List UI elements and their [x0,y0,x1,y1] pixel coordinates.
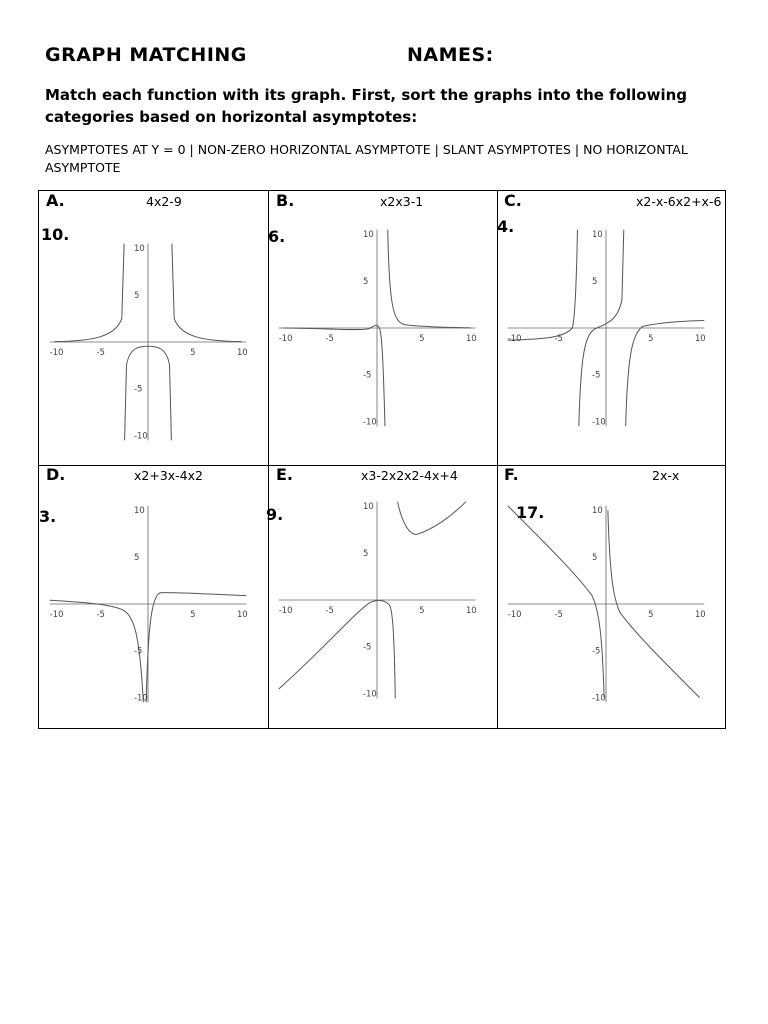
y-tick-label [363,229,374,239]
y-tick-label [592,416,606,426]
y-tick-label [134,692,148,702]
answer-number: 6. [268,227,286,246]
y-tick-label [592,276,597,286]
x-tick-label [555,333,563,343]
graph-d [45,501,251,707]
cell-letter: E. [276,465,294,484]
y-tick-label [134,552,139,562]
x-tick-label [648,609,653,619]
x-tick-label [50,347,64,357]
y-tick-label [592,229,603,239]
x-tick-label [648,333,653,343]
y-tick-label [592,692,606,702]
x-tick-label [466,333,477,343]
worksheet-title: GRAPH MATCHING [45,44,247,66]
function-label: x3-2x2x2-4x+4 [361,468,458,483]
y-tick-label [592,552,597,562]
function-label: 4x2-9 [146,194,182,209]
cell-letter: D. [46,465,66,484]
x-tick-label [466,605,477,615]
y-tick-label [134,646,142,656]
graph-b [274,225,480,431]
y-tick-label [363,370,371,380]
x-tick-label [279,605,293,615]
cell-letter: B. [276,191,295,210]
answer-number: 9. [266,505,284,524]
graph-cell-e [268,465,497,730]
graph-cell-d [39,465,268,730]
y-tick-label [134,290,139,300]
graph-cell-c [497,191,727,465]
cell-letter: F. [504,465,519,484]
cell-letter: C. [504,191,522,210]
answer-number: 3. [39,507,57,526]
function-label: 2x-x [652,468,680,483]
x-tick-label [555,609,563,619]
y-tick-label [134,505,145,515]
x-tick-label [50,609,64,619]
title-row [45,44,725,70]
graph-cell-b [268,191,497,465]
x-tick-label [508,333,522,343]
y-tick-label [592,646,600,656]
answer-number: 10. [41,225,70,244]
y-tick-label [363,276,368,286]
graph-c [503,225,709,431]
names-label: NAMES: [407,44,494,66]
y-tick-label [363,501,374,511]
answer-number: 17. [516,503,545,522]
x-tick-label [326,333,334,343]
x-tick-label [97,347,105,357]
y-tick-label [134,384,142,394]
x-tick-label [190,609,195,619]
x-tick-label [695,333,706,343]
graph-cell-a [39,191,268,465]
x-tick-label [237,609,248,619]
function-label: x2+3x-4x2 [134,468,203,483]
graph-e [274,497,480,703]
y-tick-label [363,548,368,558]
function-label: x2-x-6x2+x-6 [636,194,722,209]
cell-letter: A. [46,191,65,210]
category-list: ASYMPTOTES AT Y = 0 | NON-ZERO HORIZONTAL ASYMPTOTE | SLANT ASYMPTOTES | NO HORIZONTAL ASYMPTOTE [45,142,688,175]
x-tick-label [508,609,522,619]
graph-cell-f [497,465,727,730]
answer-number: 4. [497,217,515,236]
x-tick-label [237,347,248,357]
x-tick-label [190,347,195,357]
y-tick-label [134,243,145,253]
x-tick-label [97,609,105,619]
y-tick-label [134,430,148,440]
x-tick-label [279,333,293,343]
y-tick-label [363,416,377,426]
x-tick-label [326,605,334,615]
function-label: x2x3-1 [380,194,424,209]
x-tick-label [419,333,424,343]
y-tick-label [363,642,371,652]
instructions-text: Match each function with its graph. First, sort the graphs into the following categories based on horizontal asymptotes: [45,86,688,126]
graph-f [503,501,709,707]
graph-grid [38,190,726,729]
x-tick-label [695,609,706,619]
graph-a [45,239,251,445]
y-tick-label [592,370,600,380]
x-tick-label [419,605,424,615]
y-tick-label [363,688,377,698]
y-tick-label [592,505,603,515]
